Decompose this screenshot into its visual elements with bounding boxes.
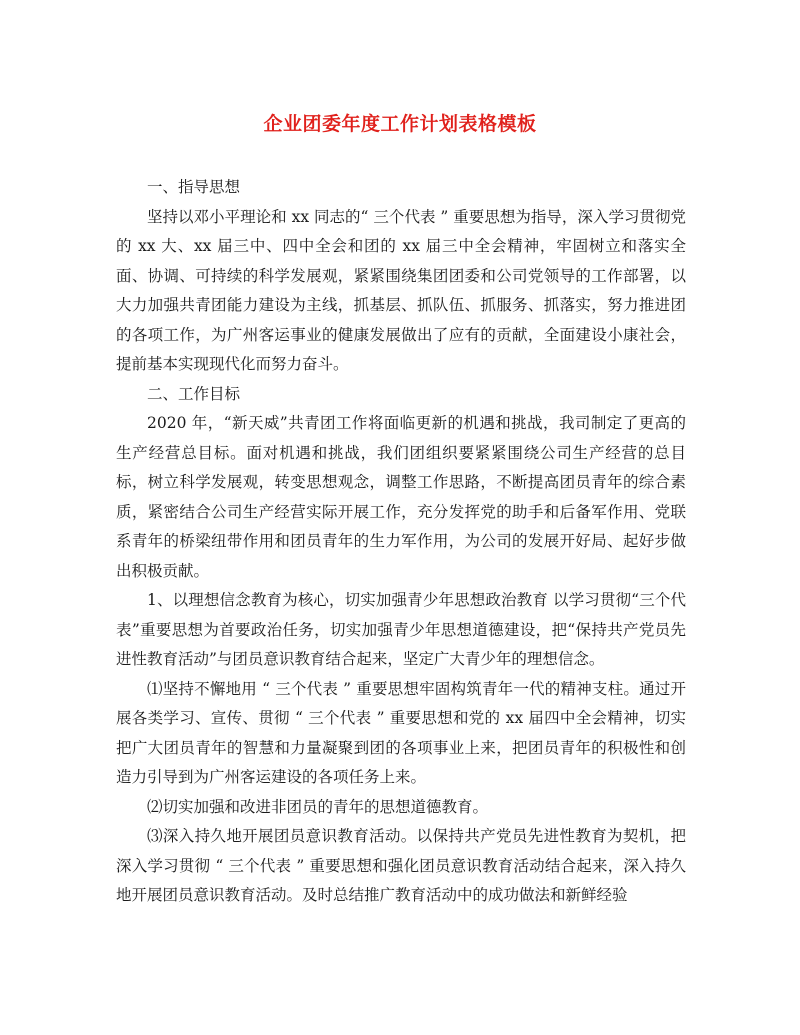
paragraph-subitem-3: ⑶深入持久地开展团员意识教育活动。以保持共产党员先进性教育为契机，把深入学习贯彻 “ 三个代表 ” 重要思想和强化团员意识教育活动结合起来，深入持久地开展团员意识教育活动。及时总结推广教育活动中的成功做法和新鲜经验 xyxy=(116,827,686,904)
section-heading-guiding-ideology: 一、指导思想 xyxy=(147,178,241,196)
paragraph-guiding-ideology: 坚持以邓小平理论和 xx 同志的“ 三个代表 ” 重要思想为指导，深入学习贯彻党的 xx 大、xx 届三中、四中全会和团的 xx 届三中全会精神，牢固树立和落实全面、协调、可持续的科学发展观，紧紧围绕集团团委和公司党领导的工作部署，以大力加强共青团能力建设为主线，抓基层、抓队伍、抓服务、抓落实，努力推进团的各项工作，为广州客运事业的健康发展做出了应有的贡献，全面建设小康社会，提前基本实现现代化而努力奋斗。 xyxy=(116,207,686,373)
section-heading-work-goals: 二、工作目标 xyxy=(147,384,241,403)
paragraph-work-goals: 2020 年，“新天威”共青团工作将面临更新的机遇和挑战，我司制定了更高的生产经营总目标。面对机遇和挑战，我们团组织要紧紧围绕公司生产经营的总目标，树立科学发展观，转变思想观念，调整工作思路，不断提高团员青年的综合素质，紧密结合公司生产经营实际开展工作，充分发挥党的助手和后备军作用、党联系青年的桥梁纽带作用和团员青年的生力军作用，为公司的发展开好局、起好步做出积极贡献。 xyxy=(116,414,686,580)
paragraph-subitem-1: ⑴坚持不懈地用 “ 三个代表 ” 重要思想牢固构筑青年一代的精神支柱。通过开展各类学习、宣传、贯彻 “ 三个代表 ” 重要思想和党的 xx 届四中全会精神，切实把广大团员青年的智慧和力量凝聚到团的各项事业上来，把团员青年的积极性和创造力引导到为广州客运建设的各项任务上来。 xyxy=(116,679,686,786)
document-title: 企业团委年度工作计划表格模板 xyxy=(263,113,537,135)
paragraph-subitem-2: ⑵切实加强和改进非团员的青年的思想道德教育。 xyxy=(147,797,489,816)
document-body xyxy=(116,173,686,911)
paragraph-item-1: 1、以理想信念教育为核心，切实加强青少年思想政治教育 以学习贯彻“三个代表”重要思想为首要政治任务，切实加强青少年思想道德建设，把“保持共产党员先进性教育活动”与团员意识教育结合起来，坚定广大青少年的理想信念。 xyxy=(116,591,686,668)
